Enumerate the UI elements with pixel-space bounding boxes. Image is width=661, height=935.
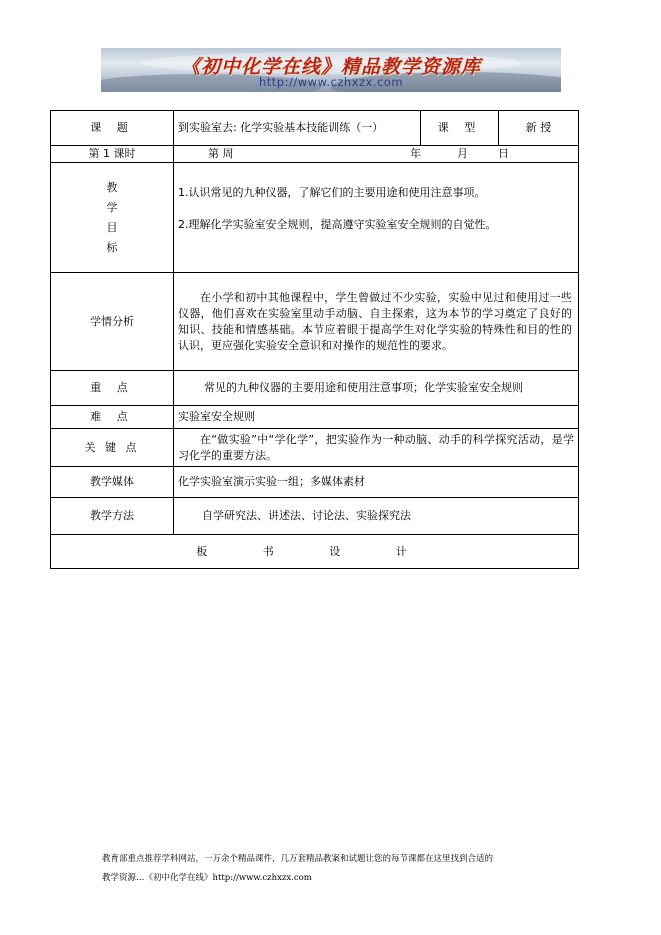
goals-label: 教 学 目 标 (51, 163, 174, 273)
type-label: 课 型 (421, 111, 499, 146)
analysis-row (51, 273, 579, 371)
type-value: 新 授 (499, 111, 579, 146)
media-value: 化学实验室演示实验一组；多媒体素材 (174, 467, 579, 498)
key-points-value: 常见的九种仪器的主要用途和使用注意事项；化学实验室安全规则 (174, 371, 579, 406)
goal-item-2: 2.理解化学实验室安全规则，提高遵守实验室安全规则的自觉性。 (178, 218, 497, 231)
banner-url-link[interactable]: http://www.czhxzx.com (258, 75, 404, 89)
key-points-label: 重 点 (51, 371, 174, 406)
topic-row (51, 111, 579, 146)
methods-value: 自学研究法、讲述法、讨论法、实验探究法 (174, 498, 579, 535)
methods-label: 教学方法 (51, 498, 174, 535)
banner-title: 《初中化学在线》精品教学资源库 (180, 56, 481, 78)
goals-row (51, 163, 579, 273)
difficulties-row (51, 406, 579, 429)
board-row (51, 535, 579, 569)
methods-row (51, 498, 579, 535)
media-label: 教学媒体 (51, 467, 174, 498)
footer-line-2[interactable]: 教学资源…《初中化学在线》http://www.czhxzx.com (102, 873, 312, 883)
board-design-heading: 板 书 设 计 (51, 535, 579, 569)
lesson-number: 第 1 课时 (51, 146, 174, 162)
topic-value: 到实验室去: 化学实验基本技能训练（一） (174, 111, 421, 146)
page-footer (102, 850, 572, 888)
lesson-plan-table (50, 110, 579, 569)
schedule-row (51, 146, 579, 163)
week-field: 第 周 (208, 147, 234, 160)
difficulties-label: 难 点 (51, 406, 174, 429)
analysis-text: 在小学和初中其他课程中，学生曾做过不少实验，实验中见过和使用过一些仪器，他们喜欢在实验室里动手动脑、自主探索，这为本节的学习奠定了良好的知识、技能和情感基础。本节应着眼于提高学生对化学实验的特殊性和目的性的认识，更应强化实验安全意识和对操作的规范性的要求。 (174, 273, 579, 371)
key-points-row (51, 371, 579, 406)
critical-label: 关 键 点 (51, 429, 174, 467)
difficulties-value: 实验室安全规则 (174, 406, 579, 429)
critical-value: 在“做实验”中“学化学”，把实验作为一种动脑、动手的科学探究活动，是学习化学的重要方法。 (174, 429, 579, 467)
date-year: 年 (410, 147, 421, 160)
date-month: 月 (457, 147, 468, 160)
topic-label: 课 题 (51, 111, 174, 146)
critical-row (51, 429, 579, 467)
date-day: 日 (498, 147, 509, 160)
analysis-label: 学情分析 (51, 273, 174, 371)
goal-item-1: 1.认识常见的九种仪器，了解它们的主要用途和使用注意事项。 (178, 186, 486, 199)
site-banner (101, 48, 561, 92)
goals-content (174, 163, 579, 273)
footer-line-1: 教育部重点推荐学科网站，一万余个精品课件，几万套精品教案和试题让您的每节课都在这里找到合适的 (102, 854, 494, 864)
media-row (51, 467, 579, 498)
